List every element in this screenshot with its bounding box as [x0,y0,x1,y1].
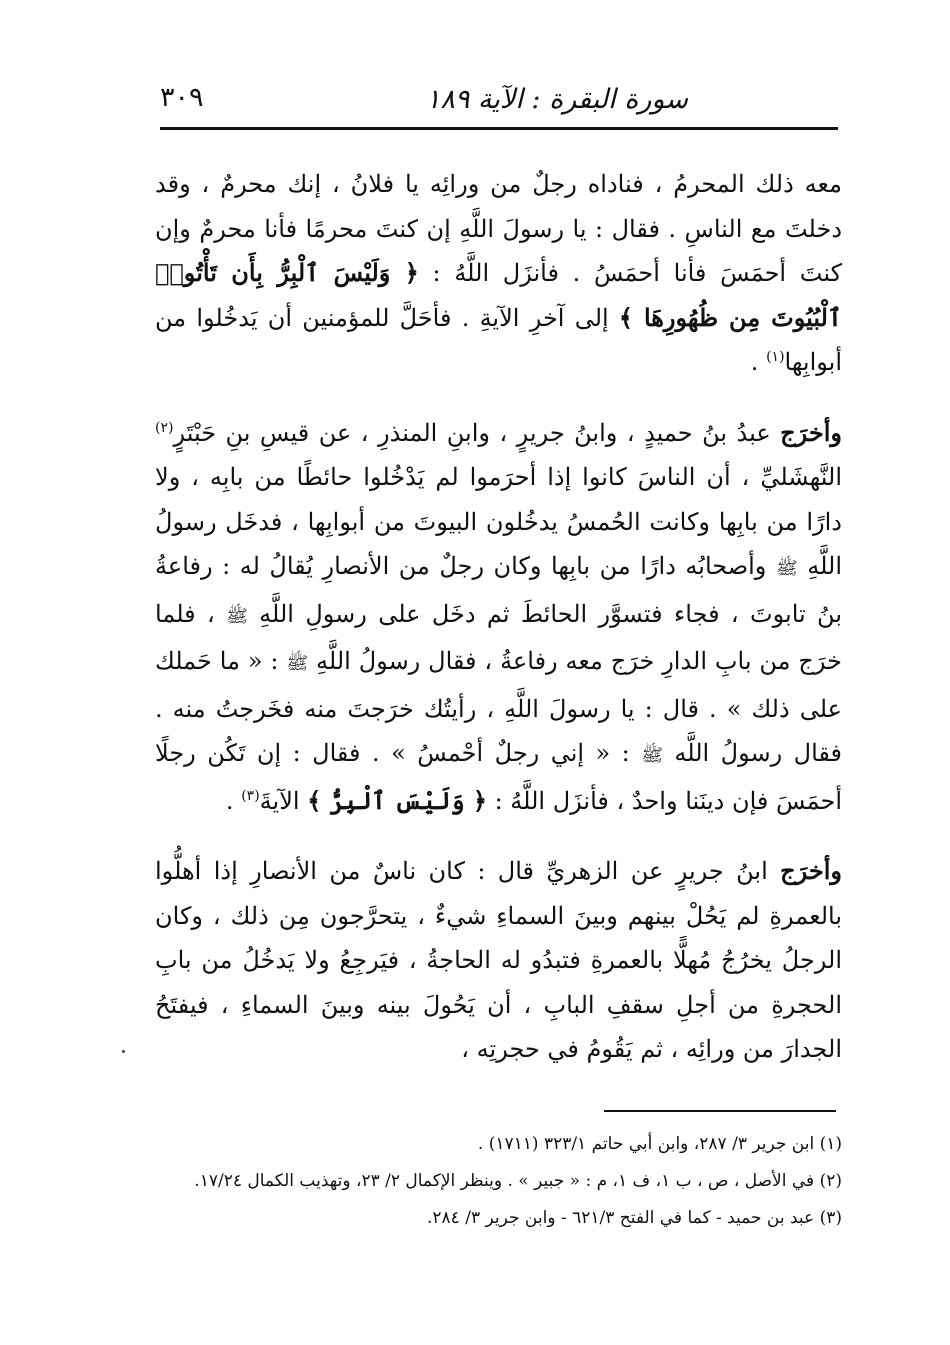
text-run: ، فلما خرَج من بابِ الدارِ خرَج معه رفاعةُ ، فقال رسولُ اللَّهِ [155,599,842,675]
running-header [160,78,838,122]
paragraph [155,849,842,1072]
text-run: إلى آخرِ الآيةِ . فأحَلَّ للمؤمنين أن يَدخُلوا من أبوابِها [155,303,842,376]
main-text [155,162,842,1072]
footnote-3: (٣) عبد بن حميد - كما في الفتح ٦٢١/٣ - وابن جرير ٣/ ٢٨٤. [427,1208,842,1228]
footnote-2: (٢) في الأصل ، ص ، ب ١، ف ١، م : « جبير » . وينظر الإكمال ٢/ ٢٣، وتهذيب الكمال ١٧/٢٤. [194,1171,842,1191]
text-run: . [750,348,767,376]
footnote-reference: (٢) [155,419,174,436]
footnote-reference: (١) [766,349,785,365]
page-number: ٣٠٩ [160,82,204,113]
paragraph-lead: وأخرَج [780,417,842,447]
margin-mark [122,1050,125,1053]
text-run: : « ما حَملك على ذلك » . قال : يا رسولَ اللَّهِ ، رأيتُك خرَجتَ منه فخَرجتُ منه . فقال رسولُ اللَّه [155,647,842,767]
honorific-glyph: ﷺ [775,558,798,579]
text-run: وأصحابُه دارًا من بابِها وكان رجلٌ من الأنصارِ يُقالُ له : رفاعةُ بنُ تابوتَ ، فجاء فتسوَّر الحائطَ ثم دخَل على رسولِ اللَّهِ [155,552,843,628]
text-run: الآيةَ [259,786,308,815]
header-title: سورة البقرة : الآية ١٨٩ [425,84,688,115]
text-run: . [225,786,242,815]
footnote-1: (١) ابن جرير ٣/ ٢٨٧، وابن أبي حاتم ٣٢٣/١ (١٧١١) . [477,1134,842,1154]
honorific-glyph: ﷺ [286,653,309,674]
paragraph [155,411,842,824]
footnote-reference: (٣) [241,787,260,804]
text-run: : « إني رجلٌ أحْمسُ » . فقال : إن تَكُن رجلًا أحمَسَ فإن دينَنا واحدٌ ، فأنزَل اللَّهُ : [155,739,842,815]
paragraph-lead: وأخرَج [780,856,842,885]
footnote-divider [604,1110,836,1112]
honorific-glyph: ﷺ [226,605,248,627]
paragraph [155,162,842,385]
text-run: النَّهشَليِّ ، أن الناسَ كانوا إذا أحرَموا لم يَدْخُلوا حائطًا من بابِه ، ولا دارًا من بابِها وكانت الحُمسُ يدخُلون البيوتَ من أبوابِها ، فدخَل رسولُ اللَّهِ [155,463,843,580]
honorific-glyph: ﷺ [641,745,663,766]
text-run: ابنُ جريرٍ عن الزهريِّ قال : كان ناسٌ من الأنصارِ إذا أهلُّوا بالعمرةِ لم يَحُلْ بينهم وبينَ السماءِ شيءٌ ، يتحرَّجون مِن ذلك ، وكان الرجلُ يخرُجُ مُهلًّا بالعمرةِ فتبدُو له الحاجةُ ، فيَرجِعُ ولا يَدخُلُ من بابِ الحجرةِ من أجلِ سقفِ البابِ ، أن يَحُولَ بينه وبينَ السماءِ ، فيفتَحُ الجدارَ من ورائِه ، ثم يَقُومُ في حجرتِه ، [155,857,842,1063]
text-run: معه ذلك المحرمُ ، فناداه رجلٌ من ورائِه يا فلانُ ، إنك محرمٌ ، وقد دخلتَ مع الناسِ . فقال : يا رسولَ اللَّهِ إن كنتَ محرمًا فأنا محرمٌ وإن كنتَ أحمَسَ فأنا أحمَسُ . فأنزَل اللَّهُ : [155,170,843,287]
quran-verse: ﴿ وَلَيْسَ ٱلْبِرُّ بِأَن تَأْتُوا۟ ٱلْبُيُوتَ مِن ظُهُورِهَا ﴾ [155,258,842,332]
header-divider [160,127,838,130]
footnotes [155,1126,842,1237]
quran-verse: ﴿ وَلَيْسَ ٱلْبِرُّ ﴾ [307,785,487,815]
text-run: عبدُ بنُ حميدٍ ، وابنُ جريرٍ ، وابنِ المنذرِ ، عن قيسِ بنِ حَبْتَرٍ [173,418,781,447]
